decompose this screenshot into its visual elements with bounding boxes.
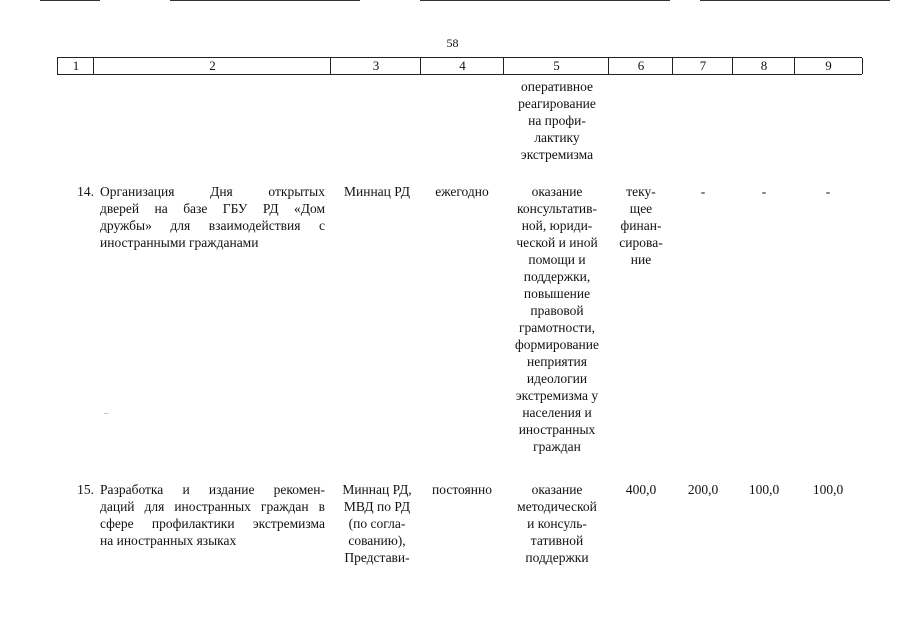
header-col-4: 4 (420, 58, 504, 74)
row-executor: Миннац РД, МВД по РД (по согла- сованию), Представи- (342, 482, 412, 565)
row-number: 15. (77, 482, 94, 497)
row-financing-total: 400,0 (625, 482, 657, 497)
row-col8: 100,0 (748, 482, 780, 497)
header-col-5: 5 (503, 58, 609, 74)
row-col8: - (761, 184, 767, 199)
row-financing-source: теку- щее финан- сирова- ние (619, 184, 663, 267)
scan-top-edge (0, 0, 905, 2)
header-col-6: 6 (608, 58, 673, 74)
row-col7: - (700, 184, 706, 199)
row-result: оказание консультатив- ной, юриди- ческой и иной помощи и поддержки, повышение правовой грамотности, формирование неприятия идеологии экстремизма у населения и иностранных граждан (515, 184, 599, 454)
row-description: Разработка и издание рекомен- даций для иностранных граждан в сфере профилактики экстремизма на иностранных языках (100, 482, 325, 548)
scan-mark: – (104, 408, 109, 418)
row-number: 14. (77, 184, 94, 199)
header-col-8: 8 (732, 58, 795, 74)
row-col7: 200,0 (687, 482, 719, 497)
header-col-9: 9 (794, 58, 863, 74)
page-number: 58 (446, 36, 459, 50)
row-description: Организация Дня открытых дверей на базе ГБУ РД «Дом дружбы» для взаимодействия с иностранными гражданами (100, 184, 325, 250)
row-executor: Миннац РД (344, 184, 410, 199)
header-col-7: 7 (672, 58, 733, 74)
continuation-col5: оперативное реагирование на профи- лактику экстремизма (518, 79, 596, 162)
header-col-3: 3 (330, 58, 421, 74)
row-result: оказание методической и консуль- тативной поддержки (517, 482, 597, 565)
header-col-1: 1 (57, 58, 94, 74)
row-col9: - (825, 184, 831, 199)
row-term: ежегодно (435, 184, 489, 199)
row-term: постоянно (432, 482, 492, 497)
row-col9: 100,0 (812, 482, 844, 497)
table-header-bottom-border (57, 74, 862, 75)
header-col-2: 2 (93, 58, 331, 74)
